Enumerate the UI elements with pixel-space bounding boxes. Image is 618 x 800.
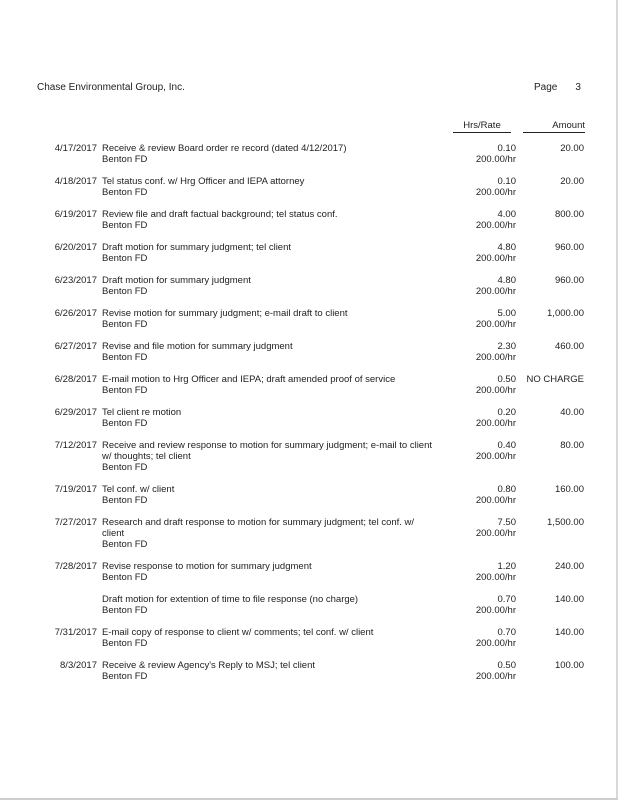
entry-rate: 200.00/hr — [475, 286, 516, 297]
entry-date: 7/31/2017 — [54, 627, 97, 638]
billing-entry — [0, 374, 618, 396]
billing-entry — [0, 627, 618, 649]
entry-timekeeper: Benton FD — [102, 671, 148, 682]
entry-date: 6/29/2017 — [54, 407, 97, 418]
entry-amount: 20.00 — [560, 143, 584, 154]
entry-amount: 960.00 — [554, 275, 584, 286]
entry-description: Draft motion for extention of time to file response (no charge) — [102, 594, 359, 605]
entry-rate: 200.00/hr — [475, 572, 516, 583]
billing-entry — [0, 275, 618, 297]
billing-entry — [0, 407, 618, 429]
entry-amount: 800.00 — [554, 209, 584, 220]
billing-entries — [0, 143, 618, 693]
entry-hours: 7.50 — [497, 517, 516, 528]
entry-amount: 240.00 — [554, 561, 584, 572]
entry-description: Tel client re motion — [102, 407, 182, 418]
entry-hours: 0.70 — [497, 594, 516, 605]
page-label: Page — [534, 82, 558, 93]
entry-timekeeper: Benton FD — [102, 418, 148, 429]
entry-timekeeper: Benton FD — [102, 253, 148, 264]
entry-hours: 0.50 — [497, 374, 516, 385]
billing-entry — [0, 561, 618, 583]
column-header-amount: Amount — [523, 120, 585, 133]
entry-amount: 20.00 — [560, 176, 584, 187]
entry-description: Revise motion for summary judgment; e-mail draft to client — [102, 308, 348, 319]
entry-hours: 0.40 — [497, 440, 516, 451]
entry-amount: 100.00 — [554, 660, 584, 671]
entry-amount: 80.00 — [560, 440, 584, 451]
entry-hours: 0.10 — [497, 143, 516, 154]
entry-hours: 0.20 — [497, 407, 516, 418]
entry-rate: 200.00/hr — [475, 187, 516, 198]
entry-date: 7/12/2017 — [54, 440, 97, 451]
entry-description: Research and draft response to motion for summary judgment; tel conf. w/ client — [102, 517, 415, 539]
company-name: Chase Environmental Group, Inc. — [37, 82, 185, 93]
entry-rate: 200.00/hr — [475, 154, 516, 165]
entry-timekeeper: Benton FD — [102, 605, 148, 616]
billing-entry — [0, 341, 618, 363]
billing-entry — [0, 594, 618, 616]
entry-hours: 1.20 — [497, 561, 516, 572]
entry-timekeeper: Benton FD — [102, 187, 148, 198]
entry-hours: 0.80 — [497, 484, 516, 495]
entry-date: 6/28/2017 — [54, 374, 97, 385]
entry-hours: 4.80 — [497, 242, 516, 253]
entry-amount: 140.00 — [554, 594, 584, 605]
entry-description: Draft motion for summary judgment; tel client — [102, 242, 292, 253]
entry-description: Revise and file motion for summary judgment — [102, 341, 293, 352]
entry-rate: 200.00/hr — [475, 385, 516, 396]
entry-timekeeper: Benton FD — [102, 385, 148, 396]
billing-entry — [0, 484, 618, 506]
page-indicator — [534, 82, 581, 93]
column-header-hours-rate: Hrs/Rate — [453, 120, 511, 133]
entry-amount: 160.00 — [554, 484, 584, 495]
entry-rate: 200.00/hr — [475, 495, 516, 506]
entry-timekeeper: Benton FD — [102, 539, 148, 550]
entry-amount: 960.00 — [554, 242, 584, 253]
entry-hours: 0.50 — [497, 660, 516, 671]
entry-description: Revise response to motion for summary judgment — [102, 561, 312, 572]
entry-rate: 200.00/hr — [475, 638, 516, 649]
billing-entry — [0, 517, 618, 550]
entry-timekeeper: Benton FD — [102, 638, 148, 649]
page-number: 3 — [575, 82, 581, 93]
entry-rate: 200.00/hr — [475, 220, 516, 231]
billing-entry — [0, 308, 618, 330]
billing-entry — [0, 176, 618, 198]
entry-date: 7/28/2017 — [54, 561, 97, 572]
entry-rate: 200.00/hr — [475, 605, 516, 616]
entry-date: 6/23/2017 — [54, 275, 97, 286]
entry-hours: 0.10 — [497, 176, 516, 187]
entry-rate: 200.00/hr — [475, 528, 516, 539]
billing-entry — [0, 209, 618, 231]
entry-date: 6/20/2017 — [54, 242, 97, 253]
entry-rate: 200.00/hr — [475, 319, 516, 330]
entry-rate: 200.00/hr — [475, 253, 516, 264]
entry-timekeeper: Benton FD — [102, 495, 148, 506]
entry-date: 8/3/2017 — [60, 660, 97, 671]
billing-entry — [0, 242, 618, 264]
entry-timekeeper: Benton FD — [102, 154, 148, 165]
entry-description: E-mail motion to Hrg Officer and IEPA; draft amended proof of service — [102, 374, 396, 385]
entry-description: Tel conf. w/ client — [102, 484, 175, 495]
entry-rate: 200.00/hr — [475, 352, 516, 363]
entry-hours: 0.70 — [497, 627, 516, 638]
billing-entry — [0, 440, 618, 473]
entry-timekeeper: Benton FD — [102, 462, 148, 473]
entry-description: E-mail copy of response to client w/ comments; tel conf. w/ client — [102, 627, 374, 638]
entry-rate: 200.00/hr — [475, 671, 516, 682]
entry-date: 4/17/2017 — [54, 143, 97, 154]
entry-amount: 460.00 — [554, 341, 584, 352]
entry-hours: 2.30 — [497, 341, 516, 352]
entry-timekeeper: Benton FD — [102, 319, 148, 330]
entry-timekeeper: Benton FD — [102, 572, 148, 583]
entry-description: Tel status conf. w/ Hrg Officer and IEPA attorney — [102, 176, 305, 187]
entry-hours: 4.80 — [497, 275, 516, 286]
entry-date: 6/27/2017 — [54, 341, 97, 352]
entry-rate: 200.00/hr — [475, 418, 516, 429]
entry-amount: 1,000.00 — [547, 308, 584, 319]
entry-timekeeper: Benton FD — [102, 352, 148, 363]
entry-hours: 5.00 — [497, 308, 516, 319]
entry-description: Receive & review Agency's Reply to MSJ; tel client — [102, 660, 316, 671]
entry-date: 4/18/2017 — [54, 176, 97, 187]
entry-description: Draft motion for summary judgment — [102, 275, 251, 286]
entry-description: Review file and draft factual background; tel status conf. — [102, 209, 338, 220]
entry-description: Receive and review response to motion for summary judgment; e-mail to client w/ thoughts; tel client — [102, 440, 433, 462]
entry-amount: 40.00 — [560, 407, 584, 418]
entry-date: 7/27/2017 — [54, 517, 97, 528]
billing-entry — [0, 660, 618, 682]
entry-hours: 4.00 — [497, 209, 516, 220]
entry-timekeeper: Benton FD — [102, 220, 148, 231]
entry-date: 6/19/2017 — [54, 209, 97, 220]
entry-timekeeper: Benton FD — [102, 286, 148, 297]
entry-amount: NO CHARGE — [526, 374, 584, 385]
entry-amount: 140.00 — [554, 627, 584, 638]
entry-rate: 200.00/hr — [475, 451, 516, 462]
entry-date: 7/19/2017 — [54, 484, 97, 495]
entry-date: 6/26/2017 — [54, 308, 97, 319]
entry-amount: 1,500.00 — [547, 517, 584, 528]
billing-entry — [0, 143, 618, 165]
entry-description: Receive & review Board order re record (dated 4/12/2017) — [102, 143, 347, 154]
